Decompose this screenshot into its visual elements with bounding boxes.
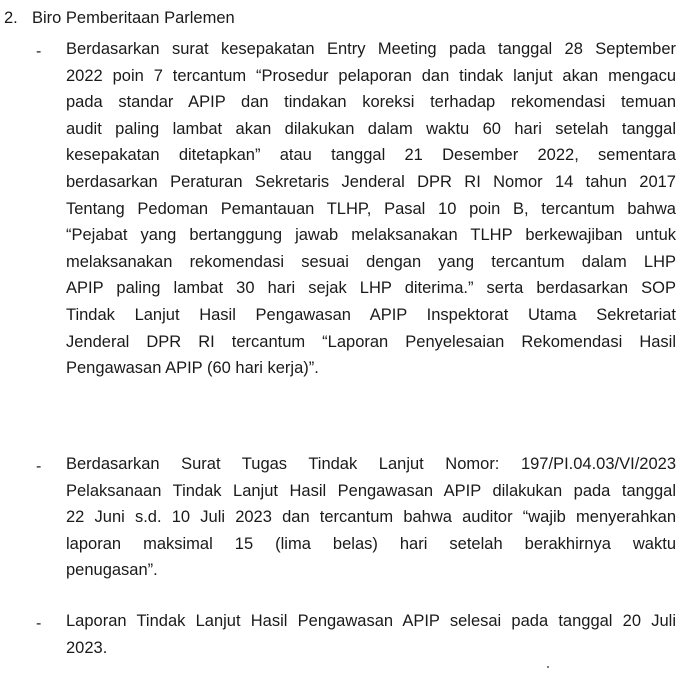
paragraph-line: berdasarkan Peraturan Sekretaris Jenderal DPR RI Nomor 14 tahun 2017 — [66, 172, 676, 191]
bullet-paragraph-3 — [66, 608, 676, 661]
paragraph-line: pada standar APIP dan tindakan koreksi terhadap rekomendasi temuan — [66, 93, 676, 112]
scan-speck — [547, 666, 549, 668]
paragraph-line: Berdasarkan Surat Tugas Tindak Lanjut Nomor: 197/PI.04.03/VI/2023 — [66, 455, 676, 473]
bullet-paragraph-1 — [66, 36, 676, 382]
paragraph-line: Berdasarkan surat kesepakatan Entry Meeting pada tanggal 28 September — [66, 40, 676, 58]
bullet-marker: - — [36, 615, 42, 632]
paragraph-line: Tindak Lanjut Hasil Pengawasan APIP Inspektorat Utama Sekretariat — [66, 305, 676, 324]
bullet-marker: - — [36, 458, 42, 475]
paragraph-line: Tentang Pedoman Pemantauan TLHP, Pasal 10 poin B, tercantum bahwa — [66, 199, 676, 218]
section-title: Biro Pemberitaan Parlemen — [32, 9, 235, 27]
paragraph-line: Jenderal DPR RI tercantum “Laporan Penyelesaian Rekomendasi Hasil — [66, 332, 676, 351]
bullet-marker: - — [36, 43, 42, 60]
paragraph-line: Pelaksanaan Tindak Lanjut Hasil Pengawasan APIP dilakukan pada tanggal — [66, 481, 676, 500]
paragraph-line: melaksanakan rekomendasi sesuai dengan yang tercantum dalam LHP — [66, 252, 676, 271]
paragraph-line: 22 Juni s.d. 10 Juli 2023 dan tercantum bahwa auditor “wajib menyerahkan — [66, 508, 676, 527]
paragraph-line: Laporan Tindak Lanjut Hasil Pengawasan APIP selesai pada tanggal 20 Juli — [66, 612, 676, 630]
paragraph-line: 2022 poin 7 tercantum “Prosedur pelaporan dan tindak lanjut akan mengacu — [66, 66, 676, 85]
paragraph-line: audit paling lambat akan dilakukan dalam waktu 60 hari setelah tanggal — [66, 119, 676, 138]
bullet-paragraph-2 — [66, 451, 676, 584]
paragraph-line: APIP paling lambat 30 hari sejak LHP diterima.” serta berdasarkan SOP — [66, 279, 676, 298]
paragraph-line: penugasan”. — [66, 561, 158, 580]
section-heading — [4, 6, 235, 30]
section-number: 2. — [4, 9, 18, 27]
paragraph-line: “Pejabat yang bertanggung jawab melaksanakan TLHP berkewajiban untuk — [66, 226, 676, 245]
paragraph-line: 2023. — [66, 638, 108, 657]
paragraph-line: Pengawasan APIP (60 hari kerja)”. — [66, 359, 319, 378]
paragraph-line: laporan maksimal 15 (lima belas) hari setelah berakhirnya waktu — [66, 534, 676, 553]
paragraph-line: kesepakatan ditetapkan” atau tanggal 21 Desember 2022, sementara — [66, 146, 676, 165]
